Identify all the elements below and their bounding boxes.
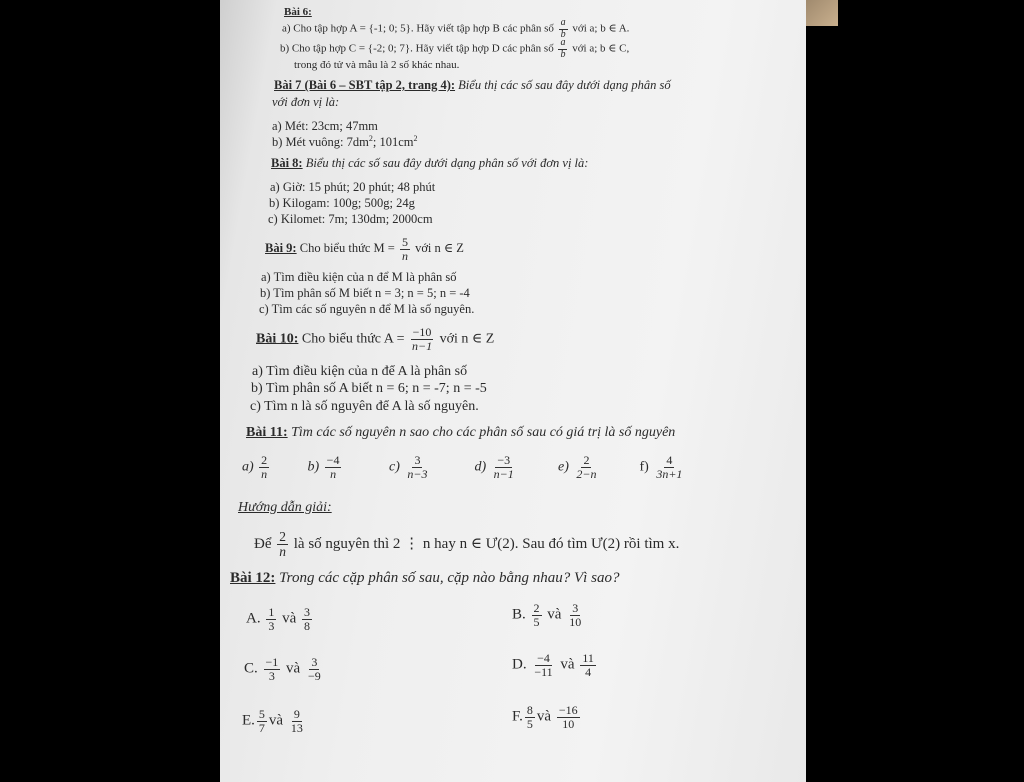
frac-denominator: 4 bbox=[585, 664, 592, 679]
bai9-title: Bài 9: bbox=[265, 240, 297, 255]
bai8-a: a) Giờ: 15 phút; 20 phút; 48 phút bbox=[270, 180, 436, 194]
and-word: và bbox=[282, 610, 297, 627]
frac-denominator: −9 bbox=[307, 668, 321, 683]
fraction bbox=[492, 454, 516, 480]
bai7-heading bbox=[274, 78, 671, 93]
bai9-b: b) Tìm phân số M biết n = 3; n = 5; n = -4 bbox=[260, 286, 470, 300]
frac-denominator: 13 bbox=[290, 720, 303, 735]
bai11-guide-text bbox=[254, 530, 679, 559]
bai6-b-continuation bbox=[294, 59, 459, 71]
item-label: f) bbox=[639, 459, 649, 475]
bai12-heading bbox=[230, 570, 619, 587]
bai9-text-pre: Cho biểu thức M = bbox=[299, 240, 395, 255]
fraction bbox=[302, 606, 312, 632]
frac-denominator: n bbox=[330, 466, 337, 481]
frac-denominator: 10 bbox=[569, 614, 582, 629]
bai11-heading bbox=[246, 425, 675, 441]
frac-denominator: 3 bbox=[268, 668, 275, 683]
bai10-title: Bài 10: bbox=[256, 331, 299, 347]
bai6-b-cont-text: trong đó tử và mẫu là 2 số khác nhau. bbox=[294, 59, 460, 71]
guide-pre: Để bbox=[254, 536, 272, 553]
bai11-fractions-row bbox=[242, 454, 686, 480]
item-label: F. bbox=[512, 708, 523, 725]
bai12-title: Bài 12: bbox=[230, 570, 276, 586]
bai11-item-e bbox=[558, 454, 636, 480]
item-label: d) bbox=[474, 459, 487, 475]
bai12-text: Trong các cặp phân số sau, cặp nào bằng nhau? Vì sao? bbox=[279, 570, 620, 586]
bai12-item-D bbox=[512, 652, 598, 678]
frac-numerator: 3 bbox=[572, 601, 579, 615]
and-word: và bbox=[547, 606, 562, 623]
bai11-item-d bbox=[475, 454, 555, 480]
bai12-item-F bbox=[512, 704, 582, 730]
frac-denominator: 7 bbox=[258, 720, 265, 735]
bai10-text-pre: Cho biểu thức A = bbox=[301, 331, 405, 347]
bai6-a-text: a) Cho tập hợp A = {-1; 0; 5}. Hãy viết tập hợp B các phân số bbox=[282, 22, 554, 35]
fraction bbox=[266, 606, 276, 632]
item-label: E. bbox=[242, 712, 255, 729]
bai10-text-post: với n ∈ Z bbox=[439, 331, 495, 347]
bai11-item-a bbox=[242, 454, 304, 480]
frac-numerator: −4 bbox=[326, 453, 340, 467]
bai10-c: c) Tìm n là số nguyên để A là số nguyên. bbox=[250, 399, 479, 414]
bai9-a: a) Tìm điều kiện của n để M là phân số bbox=[261, 270, 457, 284]
bai11-title: Bài 11: bbox=[246, 425, 288, 440]
fraction bbox=[525, 704, 535, 730]
bai10-heading bbox=[256, 326, 494, 352]
item-label: D. bbox=[512, 656, 527, 673]
frac-numerator: −3 bbox=[497, 453, 511, 467]
bai9-text-post: với n ∈ Z bbox=[415, 240, 464, 255]
bai7-b-mid: ; 101cm bbox=[372, 135, 414, 150]
frac-denominator: 8 bbox=[304, 618, 311, 633]
bai11-item-b bbox=[308, 454, 386, 480]
fraction bbox=[264, 656, 281, 682]
table-surface-corner bbox=[806, 0, 838, 26]
fraction bbox=[574, 454, 598, 480]
bai7-b bbox=[272, 134, 418, 150]
item-label: c) bbox=[389, 459, 400, 475]
bai6-title-text: Bài 6: bbox=[284, 6, 312, 18]
item-label: a) bbox=[242, 459, 254, 475]
bai11-guide-title: Hướng dẫn giải: bbox=[238, 500, 332, 515]
frac-numerator: 5 bbox=[401, 235, 408, 249]
fraction-5-over-n bbox=[400, 236, 410, 262]
bai8-c: c) Kilomet: 7m; 130dm; 2000cm bbox=[268, 212, 433, 226]
frac-numerator: −10 bbox=[412, 325, 432, 339]
item-label: e) bbox=[558, 459, 569, 475]
bai10-b: b) Tìm phân số A biết n = 6; n = -7; n = -5 bbox=[251, 381, 487, 396]
bai7-text1: Biểu thị các số sau đây dưới dạng phân số bbox=[458, 78, 671, 92]
item-label: A. bbox=[246, 610, 261, 627]
frac-denominator: n−3 bbox=[407, 466, 428, 481]
bai12-item-C bbox=[244, 656, 325, 682]
fraction bbox=[557, 704, 580, 730]
bai7-b-pre: b) Mét vuông: 7dm bbox=[272, 135, 369, 150]
bai6-a-post: với a; b ∈ A. bbox=[572, 22, 630, 35]
frac-denominator: n bbox=[279, 544, 286, 560]
frac-numerator: 2 bbox=[261, 453, 268, 467]
bai12-item-B bbox=[512, 602, 585, 628]
bai7-a: a) Mét: 23cm; 47mm bbox=[272, 119, 378, 133]
fraction bbox=[289, 708, 305, 734]
frac-numerator: −16 bbox=[558, 703, 578, 717]
bai9-heading bbox=[265, 236, 464, 262]
and-word: và bbox=[536, 708, 552, 725]
bai9-c: c) Tìm các số nguyên n để M là số nguyên. bbox=[259, 302, 475, 316]
bai10-a: a) Tìm điều kiện của n để A là phân số bbox=[252, 364, 468, 379]
bai6-b-post: với a; b ∈ C, bbox=[572, 42, 630, 55]
fraction-a-over-b bbox=[558, 38, 567, 60]
frac-numerator: 11 bbox=[582, 651, 594, 665]
bai8-text: Biểu thị các số sau đây dưới dạng phân số với đơn vị là: bbox=[305, 156, 589, 170]
frac-numerator: −4 bbox=[537, 651, 550, 665]
bai8-heading bbox=[271, 156, 588, 171]
frac-numerator: 4 bbox=[666, 453, 673, 467]
fraction bbox=[567, 602, 583, 628]
fraction-minus10-over-n-minus1 bbox=[410, 326, 434, 352]
frac-numerator: 2 bbox=[583, 453, 590, 467]
frac-denominator: 3n+1 bbox=[656, 466, 683, 481]
fraction bbox=[654, 454, 684, 480]
frac-numerator: −1 bbox=[265, 655, 279, 669]
fraction bbox=[532, 652, 554, 678]
item-label: C. bbox=[244, 660, 258, 677]
item-label: b) bbox=[307, 459, 320, 475]
bai7-text2: với đơn vị là: bbox=[272, 95, 340, 109]
worksheet-paper bbox=[220, 0, 806, 782]
fraction bbox=[325, 454, 342, 480]
frac-numerator: 2 bbox=[533, 601, 540, 615]
bai6-part-b bbox=[280, 38, 629, 60]
bai8-b: b) Kilogam: 100g; 500g; 24g bbox=[269, 196, 415, 210]
bai7-title: Bài 7 (Bài 6 – SBT tập 2, trang 4): bbox=[274, 78, 456, 92]
bai11-text: Tìm các số nguyên n sao cho các phân số sau có giá trị là số nguyên bbox=[291, 425, 676, 440]
fraction bbox=[405, 454, 429, 480]
and-word: và bbox=[560, 656, 575, 673]
and-word: và bbox=[286, 660, 301, 677]
frac-denominator: n bbox=[261, 466, 268, 481]
bai12-item-E bbox=[242, 708, 307, 734]
item-label: B. bbox=[512, 606, 526, 623]
frac-numerator: 9 bbox=[293, 707, 300, 721]
frac-numerator: 3 bbox=[414, 453, 421, 467]
frac-denominator: b bbox=[560, 48, 566, 60]
frac-denominator: n bbox=[401, 248, 408, 263]
frac-numerator: 3 bbox=[304, 605, 311, 619]
bai11-item-f bbox=[640, 454, 687, 480]
fraction bbox=[306, 656, 323, 682]
frac-denominator: n−1 bbox=[411, 338, 433, 353]
frac-numerator: 8 bbox=[526, 703, 533, 717]
frac-denominator: 5 bbox=[526, 716, 533, 731]
bai6-title bbox=[284, 6, 312, 18]
frac-denominator: n−1 bbox=[493, 466, 514, 481]
frac-denominator: 3 bbox=[268, 618, 275, 633]
bai6-b-text: b) Cho tập hợp C = {-2; 0; 7}. Hãy viết tập hợp D các phân số bbox=[280, 42, 554, 55]
frac-numerator: 3 bbox=[311, 655, 318, 669]
frac-denominator: 10 bbox=[562, 716, 575, 731]
frac-numerator: 5 bbox=[258, 707, 265, 721]
frac-denominator: 2−n bbox=[576, 466, 597, 481]
bai12-item-A bbox=[246, 606, 314, 632]
bai6-part-a bbox=[282, 18, 629, 40]
fraction-2-over-n bbox=[277, 530, 288, 559]
frac-numerator: a bbox=[560, 37, 566, 48]
frac-numerator: 2 bbox=[279, 529, 286, 544]
frac-denominator: −11 bbox=[534, 664, 553, 679]
fraction bbox=[257, 708, 267, 734]
fraction bbox=[532, 602, 542, 628]
fraction bbox=[259, 454, 269, 480]
frac-numerator: a bbox=[560, 17, 566, 28]
frac-numerator: 1 bbox=[268, 605, 275, 619]
frac-denominator: 5 bbox=[533, 614, 540, 629]
bai8-title: Bài 8: bbox=[271, 156, 303, 170]
and-word: và bbox=[268, 712, 284, 729]
superscript-2: 2 bbox=[368, 134, 373, 143]
frac-denominator: b bbox=[560, 28, 566, 40]
superscript-2: 2 bbox=[413, 134, 418, 143]
bai11-item-c bbox=[389, 454, 471, 480]
fraction bbox=[580, 652, 596, 678]
guide-post: là số nguyên thì 2 ⋮ n hay n ∈ Ư(2). Sau đó tìm Ư(2) rồi tìm x. bbox=[293, 536, 680, 553]
